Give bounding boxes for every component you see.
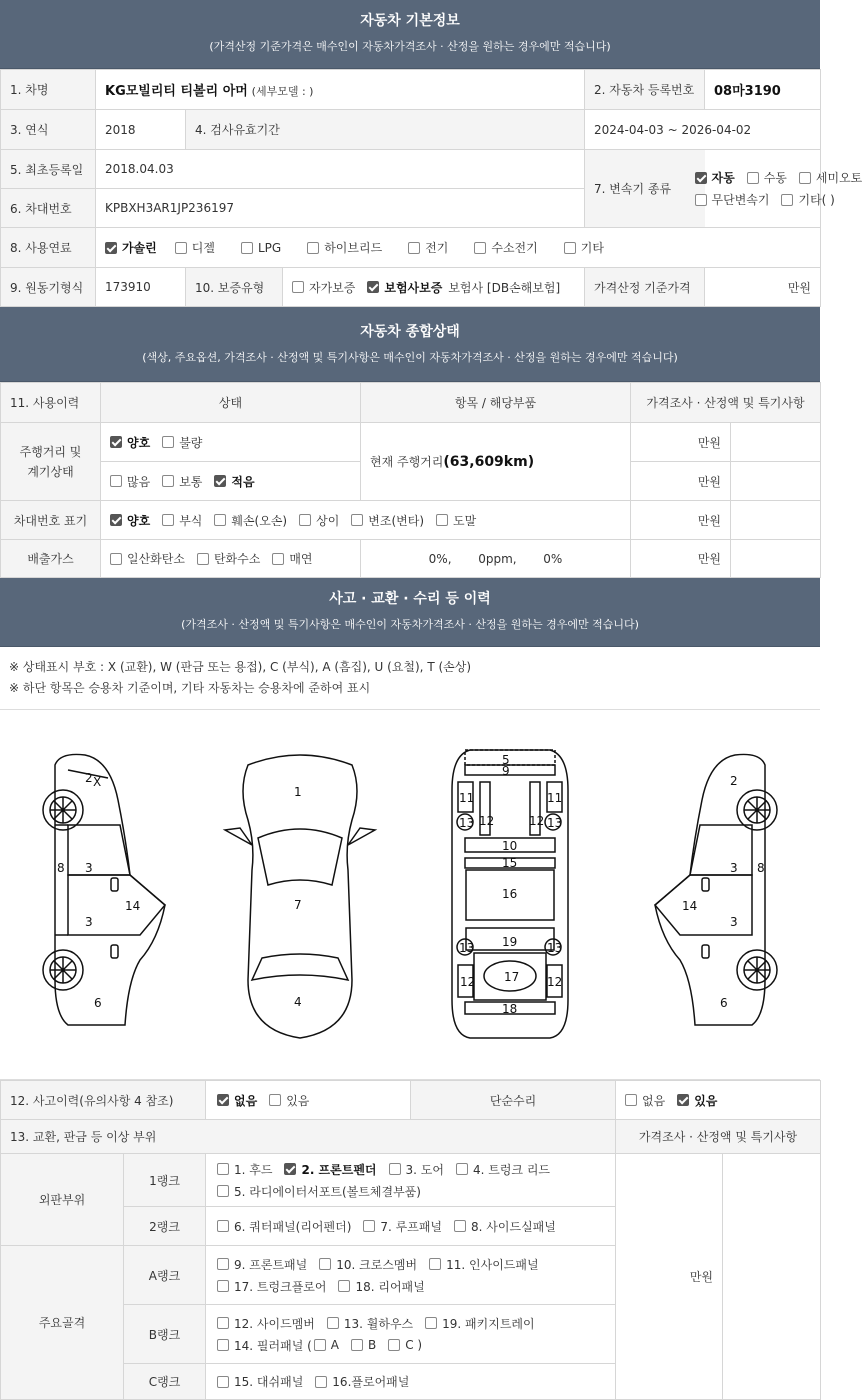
svg-text:2: 2 <box>730 774 738 788</box>
part-side-member[interactable]: 12. 사이드멤버 <box>217 1315 315 1332</box>
checkbox-icon <box>217 1258 229 1270</box>
car-name-cell <box>96 70 585 110</box>
svg-text:1: 1 <box>294 785 302 799</box>
checkbox-icon <box>408 242 420 254</box>
trans-cvt[interactable]: 무단변속기 <box>695 191 770 208</box>
parts-price-unit: 만원 <box>616 1154 723 1400</box>
checkbox-icon <box>110 475 122 487</box>
status-header <box>0 307 820 382</box>
price-note <box>731 462 821 501</box>
accident-header <box>0 578 820 647</box>
exchange-mark: X <box>93 775 102 789</box>
car-right-side-view <box>655 754 777 1025</box>
svg-text:4: 4 <box>294 995 302 1009</box>
car-name: KG모빌리티 티볼리 아머 <box>105 84 248 99</box>
status-subtitle: (색상, 주요옵션, 가격조사 · 산정액 및 특기사항은 매수인이 자동차가격조사 · 산정을 원하는 경우에만 적습니다) <box>142 351 678 364</box>
pillar-b[interactable]: B <box>351 1338 376 1352</box>
svg-text:14: 14 <box>682 899 698 913</box>
price-note <box>731 501 821 540</box>
rankA-items <box>206 1246 616 1305</box>
inspect-label: 4. 검사유효기간 <box>186 110 585 150</box>
year-label: 3. 연식 <box>1 110 96 150</box>
checkbox-icon <box>436 514 448 526</box>
checkbox-icon <box>307 242 319 254</box>
fuel-other[interactable]: 기타 <box>564 239 604 256</box>
part-roof-panel[interactable]: 7. 루프패널 <box>363 1218 442 1235</box>
checkbox-icon <box>217 1376 229 1388</box>
head-item: 항목 / 해당부품 <box>361 383 631 423</box>
first-reg-label: 5. 최초등록일 <box>1 150 96 189</box>
price-note <box>731 423 821 462</box>
car-diagram-svg <box>0 710 820 1080</box>
car-damage-diagram <box>0 710 820 1080</box>
check-icon <box>695 172 707 184</box>
svg-text:6: 6 <box>94 996 102 1010</box>
pillar-a[interactable]: A <box>314 1338 339 1352</box>
svg-text:5: 5 <box>502 753 510 767</box>
check-icon <box>105 242 117 254</box>
simple-repair-none[interactable]: 없음 <box>625 1092 665 1109</box>
checkbox-icon <box>695 194 707 206</box>
checkbox-icon <box>217 1317 229 1329</box>
head-price: 가격조사 · 산정액 및 특기사항 <box>631 383 821 423</box>
fuel-electric[interactable]: 전기 <box>408 239 448 256</box>
accident-subtitle: (가격조사 · 산정액 및 특기사항은 매수인이 자동차가격조사 · 산정을 원하는 경우에만 적습니다) <box>181 618 639 631</box>
check-icon <box>110 514 122 526</box>
checkbox-icon <box>314 1339 326 1351</box>
legend-notes <box>0 647 820 710</box>
part-front-fender[interactable]: 2. 프론트펜더 <box>284 1161 376 1178</box>
vin-mark-different[interactable]: 상이 <box>299 512 339 529</box>
fuel-diesel[interactable]: 디젤 <box>175 239 215 256</box>
rankB-items <box>206 1305 616 1364</box>
part-dash-panel[interactable]: 15. 대쉬패널 <box>217 1373 303 1390</box>
rank1-items <box>206 1154 616 1207</box>
part-trunk-lid[interactable]: 4. 트렁크 리드 <box>456 1161 550 1178</box>
svg-text:13: 13 <box>547 941 563 955</box>
insurer-name: 보험사 [DB손해보험] <box>448 280 561 295</box>
status-title: 자동차 종합상태 <box>360 324 460 340</box>
status-table <box>0 382 821 578</box>
checkbox-icon <box>217 1339 229 1351</box>
price-note <box>731 540 821 578</box>
reg-no-cell <box>705 70 821 110</box>
mileage-label: 주행거리 및 계기상태 <box>1 423 101 501</box>
checkbox-icon <box>110 553 122 565</box>
simple-repair-options <box>616 1081 821 1120</box>
part-quarter-panel[interactable]: 6. 쿼터패널(리어펜더) <box>217 1218 351 1235</box>
rank2-items <box>206 1207 616 1246</box>
svg-text:17: 17 <box>504 970 520 984</box>
check-icon <box>110 436 122 448</box>
reg-no: 08마3190 <box>714 84 781 99</box>
vin-mark-corrosion[interactable]: 부식 <box>162 512 202 529</box>
rankA-label: A랭크 <box>124 1246 206 1305</box>
emission-label: 배출가스 <box>1 540 101 578</box>
vin: KPBXH3AR1JP236197 <box>96 189 585 228</box>
svg-text:15: 15 <box>502 856 518 870</box>
simple-repair-label: 단순수리 <box>411 1081 615 1119</box>
history-none[interactable]: 없음 <box>217 1092 257 1109</box>
part-numbers <box>57 753 765 1016</box>
warranty-options <box>283 268 585 307</box>
accident-title: 사고 · 교환 · 수리 등 이력 <box>329 591 491 607</box>
emission-co[interactable]: 일산화탄소 <box>110 550 185 567</box>
checkbox-icon <box>272 553 284 565</box>
mileage-value: (63,609km) <box>443 454 535 470</box>
sub-model: (세부모델 : ) <box>251 85 314 98</box>
part-cross-member[interactable]: 10. 크로스멤버 <box>319 1256 417 1273</box>
checkbox-icon <box>456 1163 468 1175</box>
checkbox-icon <box>425 1317 437 1329</box>
svg-text:13: 13 <box>459 941 475 955</box>
price-unit: 만원 <box>631 423 731 462</box>
checkbox-icon <box>175 242 187 254</box>
fuel-hydrogen[interactable]: 수소전기 <box>474 239 537 256</box>
checkbox-icon <box>241 242 253 254</box>
svg-text:6: 6 <box>720 996 728 1010</box>
engine-label: 9. 원동기형식 <box>1 268 96 307</box>
emission-hc[interactable]: 탄화수소 <box>197 550 260 567</box>
vin-mark-damaged[interactable]: 훼손(오손) <box>214 512 287 529</box>
head-history: 11. 사용이력 <box>1 383 101 423</box>
svg-text:3: 3 <box>730 915 738 929</box>
emission-options <box>101 540 361 578</box>
svg-text:7: 7 <box>294 898 302 912</box>
svg-text:18: 18 <box>502 1002 518 1016</box>
svg-text:8: 8 <box>757 861 765 875</box>
svg-text:3: 3 <box>85 915 93 929</box>
part-door[interactable]: 3. 도어 <box>389 1161 444 1178</box>
mileage-state-2 <box>101 462 361 501</box>
checkbox-icon <box>625 1094 637 1106</box>
svg-text:8: 8 <box>57 861 65 875</box>
car-left-side-view <box>43 754 165 1025</box>
fuel-lpg[interactable]: LPG <box>241 241 281 255</box>
part-front-panel[interactable]: 9. 프론트패널 <box>217 1256 307 1273</box>
frame-label: 주요골격 <box>1 1246 124 1400</box>
svg-text:10: 10 <box>502 839 518 853</box>
checkbox-icon <box>162 514 174 526</box>
trans-other[interactable]: 기타( ) <box>781 191 834 208</box>
checkbox-icon <box>327 1317 339 1329</box>
first-reg: 2018.04.03 <box>96 150 585 189</box>
price-unit: 만원 <box>705 268 821 307</box>
checkbox-icon <box>781 194 793 206</box>
check-icon <box>284 1163 296 1175</box>
year: 2018 <box>96 110 186 150</box>
part-rear-panel[interactable]: 18. 리어패널 <box>338 1278 424 1295</box>
simple-repair-yes[interactable]: 있음 <box>677 1092 717 1109</box>
price-label: 가격산정 기준가격 <box>585 268 705 307</box>
rankC-items <box>206 1364 616 1400</box>
mileage-item <box>361 423 631 501</box>
checkbox-icon <box>319 1258 331 1270</box>
svg-text:14: 14 <box>125 899 141 913</box>
vin-label: 6. 차대번호 <box>1 189 96 228</box>
inspect-value: 2024-04-03 ~ 2026-04-02 <box>585 110 821 150</box>
part-inside-panel[interactable]: 11. 인사이드패널 <box>429 1256 538 1273</box>
checkbox-icon <box>315 1376 327 1388</box>
trans-options <box>705 150 862 228</box>
svg-text:16: 16 <box>502 887 518 901</box>
fuel-label: 8. 사용연료 <box>1 228 96 268</box>
checkbox-icon <box>292 281 304 293</box>
checkbox-icon <box>269 1094 281 1106</box>
check-icon <box>214 475 226 487</box>
emission-values: 0%, 0ppm, 0% <box>361 540 631 578</box>
warranty-insurer[interactable]: 보험사보증 <box>367 279 442 296</box>
part-radiator-support[interactable]: 5. 라디에이터서포트(볼트체결부품) <box>217 1183 421 1200</box>
vin-mark-label: 차대번호 표기 <box>1 501 101 540</box>
trans-label: 7. 변속기 종류 <box>585 150 705 228</box>
parts-price-head: 가격조사 · 산정액 및 특기사항 <box>616 1120 821 1154</box>
checkbox-icon <box>217 1163 229 1175</box>
price-unit: 만원 <box>631 501 731 540</box>
checkbox-icon <box>162 436 174 448</box>
mileage-bad[interactable]: 불량 <box>162 434 202 451</box>
vin-mark-altered[interactable]: 변조(변타) <box>351 512 424 529</box>
checkbox-icon <box>747 172 759 184</box>
checkbox-icon <box>351 1339 363 1351</box>
check-icon <box>367 281 379 293</box>
svg-text:19: 19 <box>502 935 518 949</box>
mileage-high[interactable]: 많음 <box>110 473 150 490</box>
basic-info-table <box>0 69 862 307</box>
checkbox-icon <box>214 514 226 526</box>
reg-no-label: 2. 자동차 등록번호 <box>585 70 705 110</box>
trans-manual[interactable]: 수동 <box>747 169 787 186</box>
svg-text:2: 2 <box>85 771 93 785</box>
checkbox-icon <box>363 1220 375 1232</box>
svg-text:3: 3 <box>730 861 738 875</box>
fuel-gasoline[interactable]: 가솔린 <box>105 239 157 256</box>
parts-label: 13. 교환, 판금 등 이상 부위 <box>1 1120 616 1154</box>
trans-semi[interactable]: 세미오토 <box>799 169 862 186</box>
warranty-self[interactable]: 자가보증 <box>292 279 355 296</box>
mileage-text: 현재 주행거리 <box>370 455 444 469</box>
parts-price-note <box>723 1154 821 1400</box>
trans-auto[interactable]: 자동 <box>695 169 735 186</box>
checkbox-icon <box>217 1185 229 1197</box>
engine: 173910 <box>96 268 186 307</box>
svg-text:12: 12 <box>460 975 476 989</box>
rankB-label: B랭크 <box>124 1305 206 1364</box>
rank1-label: 1랭크 <box>124 1154 206 1207</box>
checkbox-icon <box>197 553 209 565</box>
vin-mark-good[interactable]: 양호 <box>110 512 150 529</box>
checkbox-icon <box>388 1339 400 1351</box>
part-pillar-panel[interactable]: 14. 필러패널 ( <box>217 1337 312 1354</box>
checkbox-icon <box>799 172 811 184</box>
mileage-normal[interactable]: 보통 <box>162 473 202 490</box>
parts-table <box>0 1080 821 1400</box>
part-wheel-house[interactable]: 13. 휠하우스 <box>327 1315 413 1332</box>
check-icon <box>217 1094 229 1106</box>
checkbox-icon <box>217 1220 229 1232</box>
outer-panel-label: 외판부위 <box>1 1154 124 1246</box>
mileage-good[interactable]: 양호 <box>110 434 150 451</box>
legend-note-1: ※ 상태표시 부호 : X (교환), W (판금 또는 용접), C (부식), A (흠집), U (요철), T (손상) <box>9 660 472 674</box>
svg-text:3: 3 <box>85 861 93 875</box>
svg-text:11: 11 <box>459 791 475 805</box>
history-label: 12. 사고이력(유의사항 4 참조) <box>1 1081 206 1120</box>
price-unit: 만원 <box>631 540 731 578</box>
mileage-state-1 <box>101 423 361 462</box>
warranty-label: 10. 보증유형 <box>186 268 283 307</box>
checkbox-icon <box>389 1163 401 1175</box>
svg-text:9: 9 <box>502 764 510 778</box>
checkbox-icon <box>351 514 363 526</box>
part-floor-panel[interactable]: 16.플로어패널 <box>315 1373 409 1390</box>
part-side-sill[interactable]: 8. 사이드실패널 <box>454 1218 556 1235</box>
svg-text:12: 12 <box>547 975 563 989</box>
price-unit: 만원 <box>631 462 731 501</box>
checkbox-icon <box>454 1220 466 1232</box>
part-package-tray[interactable]: 19. 패키지트레이 <box>425 1315 534 1332</box>
rank2-label: 2랭크 <box>124 1207 206 1246</box>
part-trunk-floor[interactable]: 17. 트렁크플로어 <box>217 1278 326 1295</box>
fuel-hybrid[interactable]: 하이브리드 <box>307 239 382 256</box>
legend-note-2: ※ 하단 항목은 승용차 기준이며, 기타 자동차는 승용차에 준하여 표시 <box>9 681 371 695</box>
checkbox-icon <box>429 1258 441 1270</box>
checkbox-icon <box>338 1280 350 1292</box>
fuel-options <box>96 228 821 268</box>
car-name-label: 1. 차명 <box>1 70 96 110</box>
checkbox-icon <box>217 1280 229 1292</box>
rankC-label: C랭크 <box>124 1364 206 1400</box>
checkbox-icon <box>299 514 311 526</box>
vin-mark-options <box>101 501 631 540</box>
history-yes[interactable]: 있음 <box>269 1092 309 1109</box>
basic-info-subtitle: (가격산정 기준가격은 매수인이 자동차가격조사 · 산정을 원하는 경우에만 적습니다) <box>209 40 611 53</box>
checkbox-icon <box>564 242 576 254</box>
check-icon <box>677 1094 689 1106</box>
svg-text:12: 12 <box>529 814 545 828</box>
vin-mark-smeared[interactable]: 도말 <box>436 512 476 529</box>
head-state: 상태 <box>101 383 361 423</box>
part-hood[interactable]: 1. 후드 <box>217 1161 272 1178</box>
basic-info-title: 자동차 기본정보 <box>360 13 460 29</box>
svg-text:13: 13 <box>547 816 563 830</box>
checkbox-icon <box>162 475 174 487</box>
svg-text:11: 11 <box>547 791 563 805</box>
basic-info-header <box>0 0 820 69</box>
svg-text:13: 13 <box>459 816 475 830</box>
checkbox-icon <box>474 242 486 254</box>
mileage-low[interactable]: 적음 <box>214 473 254 490</box>
pillar-c[interactable]: C ) <box>388 1338 422 1352</box>
emission-smoke[interactable]: 매연 <box>272 550 312 567</box>
svg-text:12: 12 <box>479 814 495 828</box>
history-cell <box>206 1081 616 1120</box>
